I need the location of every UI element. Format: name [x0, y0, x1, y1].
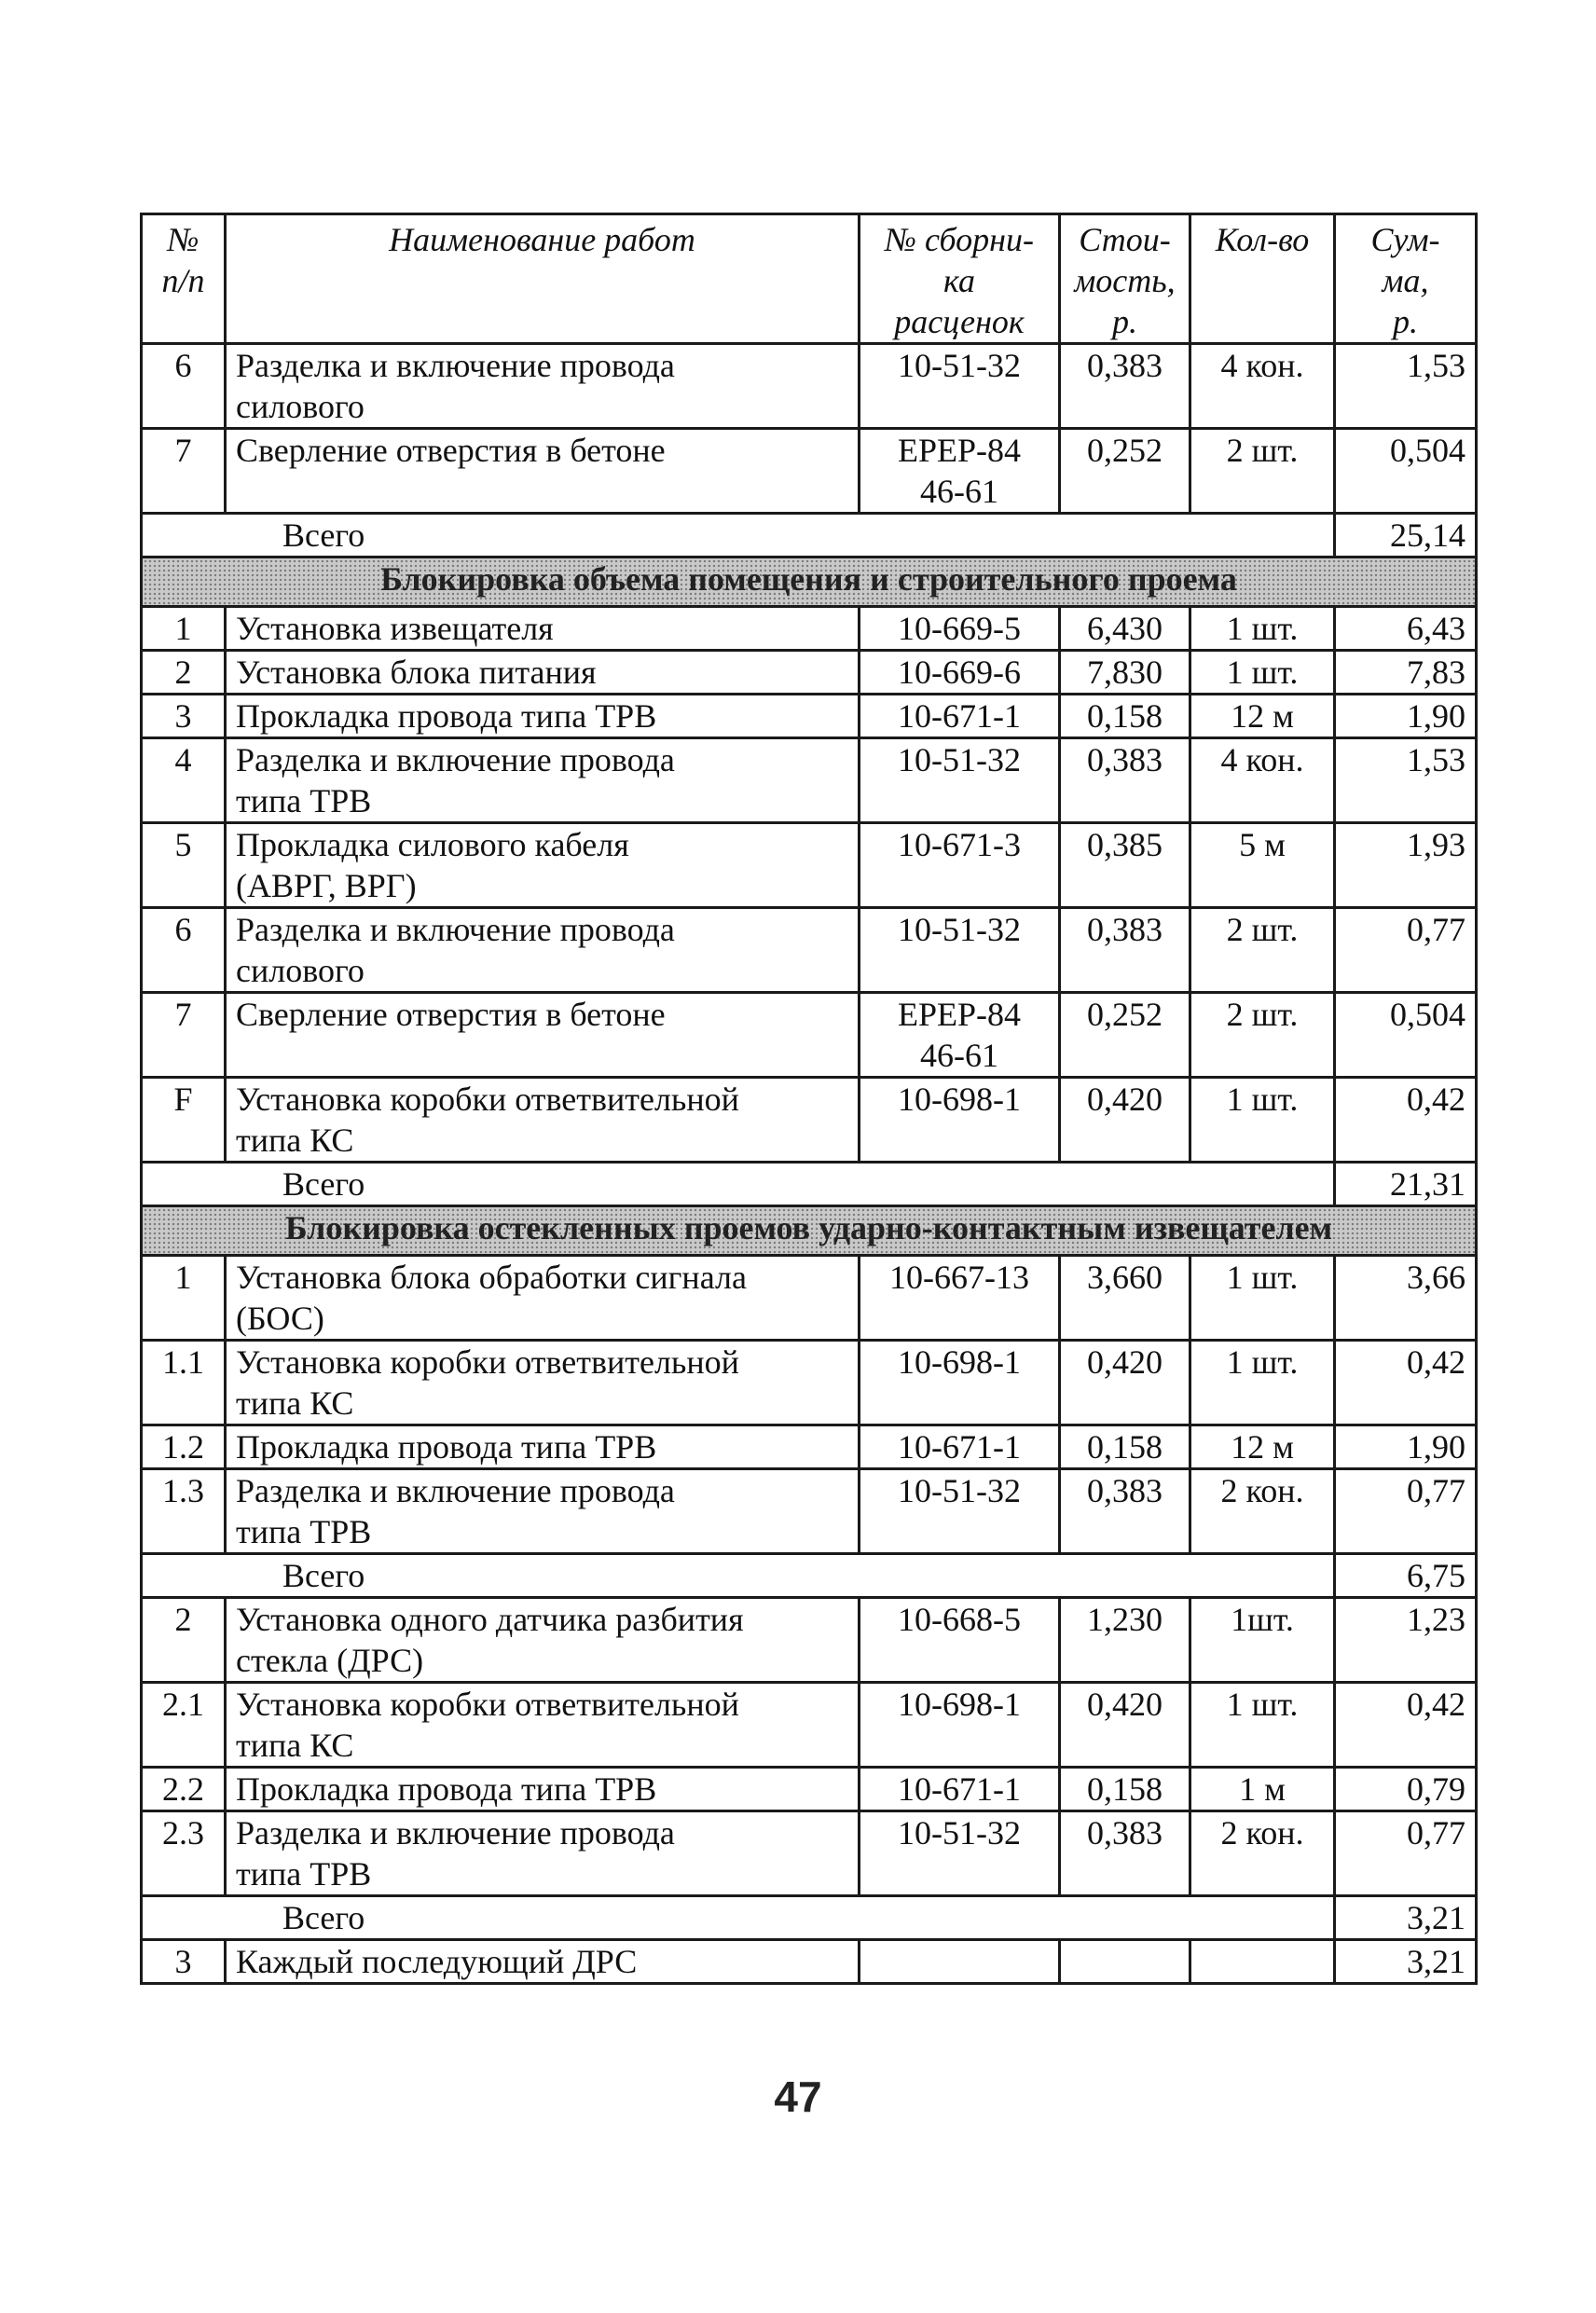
cell-code	[860, 1811, 1060, 1896]
cell-cost: 0,252	[1060, 993, 1190, 1078]
total-sum: 6,75	[1335, 1554, 1477, 1598]
cell-code-line: 46-61	[920, 1037, 998, 1074]
cell-code-line: 10-671-1	[898, 1770, 1021, 1808]
total-label: Всего	[142, 1163, 1335, 1206]
total-sum: 3,21	[1335, 1896, 1477, 1940]
cell-cost: 0,420	[1060, 1078, 1190, 1163]
table-row	[142, 1768, 1477, 1811]
cell-sum: 7,83	[1335, 651, 1477, 695]
cell-name-line: Разделка и включение провода	[236, 1472, 675, 1509]
cell-cost: 0,420	[1060, 1683, 1190, 1768]
total-row	[142, 1896, 1477, 1940]
header-sum-line: ма,	[1382, 262, 1429, 299]
cell-sum: 0,42	[1335, 1683, 1477, 1768]
cell-sum: 0,77	[1335, 908, 1477, 993]
cell-code	[860, 1425, 1060, 1469]
cell-code-line: 10-698-1	[898, 1081, 1021, 1118]
cell-sum: 1,23	[1335, 1598, 1477, 1683]
cell-qty	[1190, 1940, 1335, 1984]
cell-sum: 0,504	[1335, 429, 1477, 514]
cell-code	[860, 993, 1060, 1078]
header-code-line: № сборни-	[885, 221, 1034, 258]
cell-sum: 1,90	[1335, 1425, 1477, 1469]
cell-code-line: 10-667-13	[889, 1259, 1029, 1296]
header-sum-line: р.	[1393, 303, 1418, 340]
cell-qty: 2 шт.	[1190, 429, 1335, 514]
table-row	[142, 823, 1477, 908]
cell-name-line: Прокладка провода типа ТРВ	[236, 697, 657, 735]
cell-name	[226, 1940, 860, 1984]
cell-code	[860, 344, 1060, 429]
cell-num: 2	[142, 1598, 226, 1683]
cell-name-line: типа КС	[236, 1727, 354, 1764]
cell-num: 1.3	[142, 1469, 226, 1554]
table-row	[142, 1598, 1477, 1683]
table-row	[142, 695, 1477, 738]
total-sum: 21,31	[1335, 1163, 1477, 1206]
table-row	[142, 1683, 1477, 1768]
cell-qty: 1 шт.	[1190, 607, 1335, 651]
cell-num: 2	[142, 651, 226, 695]
table-row	[142, 1425, 1477, 1469]
cell-sum: 1,90	[1335, 695, 1477, 738]
cell-name-line: Установка блока питания	[236, 654, 597, 691]
cell-cost: 3,660	[1060, 1256, 1190, 1341]
cell-qty: 2 кон.	[1190, 1811, 1335, 1896]
header-qty	[1190, 214, 1335, 344]
cell-num: 1	[142, 1256, 226, 1341]
cell-name	[226, 1598, 860, 1683]
cell-qty: 5 м	[1190, 823, 1335, 908]
header-sum	[1335, 214, 1477, 344]
table-row	[142, 429, 1477, 514]
cell-qty: 1 шт.	[1190, 1341, 1335, 1425]
table-row	[142, 738, 1477, 823]
cell-name-line: типа ТРВ	[236, 1513, 372, 1550]
cell-cost: 0,385	[1060, 823, 1190, 908]
cell-code	[860, 1078, 1060, 1163]
table-row	[142, 993, 1477, 1078]
cell-name-line: Каждый последующий ДРС	[236, 1943, 638, 1980]
cell-name-line: (БОС)	[236, 1300, 324, 1337]
cell-sum: 1,53	[1335, 344, 1477, 429]
cell-code	[860, 823, 1060, 908]
cell-cost: 6,430	[1060, 607, 1190, 651]
cell-qty: 2 шт.	[1190, 908, 1335, 993]
cell-code-line: 10-698-1	[898, 1686, 1021, 1723]
table-row	[142, 1078, 1477, 1163]
cell-code-line: 10-669-6	[898, 654, 1021, 691]
cell-code-line: 10-671-1	[898, 697, 1021, 735]
cell-name	[226, 1256, 860, 1341]
header-code	[860, 214, 1060, 344]
cell-qty: 1 шт.	[1190, 1256, 1335, 1341]
cell-sum: 3,21	[1335, 1940, 1477, 1984]
cell-qty: 1 шт.	[1190, 651, 1335, 695]
cell-num: 7	[142, 993, 226, 1078]
cell-cost: 7,830	[1060, 651, 1190, 695]
cell-qty: 2 кон.	[1190, 1469, 1335, 1554]
cell-code	[860, 1768, 1060, 1811]
cell-code-line: 10-669-5	[898, 610, 1021, 647]
total-row	[142, 1163, 1477, 1206]
total-row	[142, 1554, 1477, 1598]
cell-sum: 3,66	[1335, 1256, 1477, 1341]
cell-code	[860, 1940, 1060, 1984]
cell-code-line: 10-671-1	[898, 1428, 1021, 1466]
total-sum: 25,14	[1335, 514, 1477, 558]
cell-num: 3	[142, 695, 226, 738]
cell-sum: 0,504	[1335, 993, 1477, 1078]
total-row	[142, 514, 1477, 558]
cell-qty: 1 шт.	[1190, 1683, 1335, 1768]
cell-sum: 0,79	[1335, 1768, 1477, 1811]
cell-name	[226, 607, 860, 651]
total-label: Всего	[142, 514, 1335, 558]
cell-code-line: 10-668-5	[898, 1601, 1021, 1638]
cell-sum: 6,43	[1335, 607, 1477, 651]
table-row	[142, 1469, 1477, 1554]
cell-name	[226, 1425, 860, 1469]
cell-name-line: Сверление отверстия в бетоне	[236, 432, 666, 469]
cell-name-line: стекла (ДРС)	[236, 1642, 424, 1679]
cell-name-line: Разделка и включение провода	[236, 741, 675, 778]
cell-name	[226, 695, 860, 738]
table-row	[142, 1256, 1477, 1341]
cell-name-line: Установка коробки ответвительной	[236, 1686, 739, 1723]
cell-name	[226, 1768, 860, 1811]
cell-name-line: Прокладка провода типа ТРВ	[236, 1770, 657, 1808]
cell-code	[860, 1469, 1060, 1554]
section-row	[142, 1206, 1477, 1256]
cell-name-line: Разделка и включение провода	[236, 1814, 675, 1852]
cell-cost: 0,383	[1060, 738, 1190, 823]
header-num	[142, 214, 226, 344]
table-body	[142, 344, 1477, 1984]
cell-name-line: типа КС	[236, 1384, 354, 1422]
section-title: Блокировка остекленных проемов ударно-контактным извещателем	[142, 1206, 1477, 1256]
cell-name-line: Установка блока обработки сигнала	[236, 1259, 747, 1296]
header-name	[226, 214, 860, 344]
cell-sum: 0,42	[1335, 1341, 1477, 1425]
cell-sum: 0,77	[1335, 1469, 1477, 1554]
page-number: 47	[774, 2072, 822, 2121]
cell-code	[860, 1256, 1060, 1341]
cell-num: 6	[142, 908, 226, 993]
cell-name	[226, 738, 860, 823]
cell-qty: 1 шт.	[1190, 1078, 1335, 1163]
table-row	[142, 651, 1477, 695]
cell-sum: 1,93	[1335, 823, 1477, 908]
cell-sum: 1,53	[1335, 738, 1477, 823]
table-row	[142, 908, 1477, 993]
cell-code-line: 10-51-32	[898, 1814, 1021, 1852]
header-cost-line: р.	[1112, 303, 1137, 340]
table-row	[142, 607, 1477, 651]
cell-sum: 0,77	[1335, 1811, 1477, 1896]
cell-code	[860, 607, 1060, 651]
cell-name	[226, 651, 860, 695]
cell-cost: 0,383	[1060, 1469, 1190, 1554]
cell-name-line: силового	[236, 388, 365, 425]
cell-qty: 12 м	[1190, 1425, 1335, 1469]
cell-code-line: 10-51-32	[898, 1472, 1021, 1509]
cell-num: 4	[142, 738, 226, 823]
cell-name	[226, 1341, 860, 1425]
table-row	[142, 1940, 1477, 1984]
cell-code-line: 10-51-32	[898, 911, 1021, 948]
cell-num: 1	[142, 607, 226, 651]
cell-name-line: силового	[236, 952, 365, 989]
cell-code	[860, 1598, 1060, 1683]
header-qty-line: Кол-во	[1215, 221, 1310, 258]
cell-qty: 12 м	[1190, 695, 1335, 738]
cell-name	[226, 823, 860, 908]
cell-cost: 0,383	[1060, 908, 1190, 993]
cell-qty: 4 кон.	[1190, 344, 1335, 429]
total-label: Всего	[142, 1896, 1335, 1940]
cell-name-line: Установка коробки ответвительной	[236, 1343, 739, 1381]
cell-name	[226, 993, 860, 1078]
cell-code-line: 10-51-32	[898, 741, 1021, 778]
cell-name	[226, 1683, 860, 1768]
cell-code-line: 46-61	[920, 473, 998, 510]
cell-qty: 1 м	[1190, 1768, 1335, 1811]
cell-code	[860, 908, 1060, 993]
cell-name	[226, 1469, 860, 1554]
cell-code-line: EPEP-84	[897, 432, 1021, 469]
cell-cost: 0,158	[1060, 1425, 1190, 1469]
cell-cost: 0,420	[1060, 1341, 1190, 1425]
header-code-line: расценок	[894, 303, 1025, 340]
cell-code	[860, 738, 1060, 823]
cell-cost	[1060, 1940, 1190, 1984]
table-row	[142, 1811, 1477, 1896]
cell-cost: 0,383	[1060, 344, 1190, 429]
cell-code-line: 10-51-32	[898, 347, 1021, 384]
cell-num: 7	[142, 429, 226, 514]
cell-name	[226, 429, 860, 514]
table-header	[142, 214, 1477, 344]
cell-code	[860, 1683, 1060, 1768]
header-cost-line: мость,	[1074, 262, 1176, 299]
cell-num: 5	[142, 823, 226, 908]
header-name-line: Наименование работ	[389, 221, 695, 258]
cell-name-line: Установка извещателя	[236, 610, 554, 647]
cell-code-line: 10-698-1	[898, 1343, 1021, 1381]
cell-name	[226, 908, 860, 993]
cell-name-line: Установка коробки ответвительной	[236, 1081, 739, 1118]
cell-num: 2.3	[142, 1811, 226, 1896]
cell-name-line: типа ТРВ	[236, 782, 372, 819]
cell-cost: 0,158	[1060, 1768, 1190, 1811]
header-num-line: №	[167, 221, 200, 258]
cell-code-line: 10-671-3	[898, 826, 1021, 863]
cell-name	[226, 1078, 860, 1163]
cell-name-line: Установка одного датчика разбития	[236, 1601, 744, 1638]
section-title: Блокировка объема помещения и строительного проема	[142, 558, 1477, 607]
cell-code-line: EPEP-84	[897, 996, 1021, 1033]
cell-name-line: Сверление отверстия в бетоне	[236, 996, 666, 1033]
total-label: Всего	[142, 1554, 1335, 1598]
header-cost-line: Стои-	[1079, 221, 1171, 258]
table-row	[142, 344, 1477, 429]
cell-code	[860, 1341, 1060, 1425]
cell-cost: 0,158	[1060, 695, 1190, 738]
cell-name-line: типа ТРВ	[236, 1855, 372, 1893]
header-sum-line: Сум-	[1370, 221, 1440, 258]
cell-num: F	[142, 1078, 226, 1163]
header-cost	[1060, 214, 1190, 344]
cell-code	[860, 429, 1060, 514]
section-row	[142, 558, 1477, 607]
cell-qty: 1шт.	[1190, 1598, 1335, 1683]
cell-name-line: (АВРГ, ВРГ)	[236, 867, 417, 904]
cell-cost: 0,383	[1060, 1811, 1190, 1896]
cell-cost: 1,230	[1060, 1598, 1190, 1683]
cell-code	[860, 695, 1060, 738]
cell-num: 1.2	[142, 1425, 226, 1469]
cell-num: 2.2	[142, 1768, 226, 1811]
cell-name-line: Прокладка провода типа ТРВ	[236, 1428, 657, 1466]
cell-name	[226, 1811, 860, 1896]
cell-cost: 0,252	[1060, 429, 1190, 514]
cell-qty: 4 кон.	[1190, 738, 1335, 823]
cell-qty: 2 шт.	[1190, 993, 1335, 1078]
table-row	[142, 1341, 1477, 1425]
cell-num: 2.1	[142, 1683, 226, 1768]
header-num-line: п/п	[161, 262, 205, 299]
cell-num: 1.1	[142, 1341, 226, 1425]
estimate-table	[140, 213, 1478, 1985]
cell-sum: 0,42	[1335, 1078, 1477, 1163]
cell-name-line: Разделка и включение провода	[236, 347, 675, 384]
header-row	[142, 214, 1477, 344]
cell-code	[860, 651, 1060, 695]
cell-name-line: Разделка и включение провода	[236, 911, 675, 948]
cell-num: 3	[142, 1940, 226, 1984]
cell-name-line: типа КС	[236, 1122, 354, 1159]
cell-num: 6	[142, 344, 226, 429]
header-code-line: ка	[943, 262, 975, 299]
cell-name-line: Прокладка силового кабеля	[236, 826, 629, 863]
cell-name	[226, 344, 860, 429]
